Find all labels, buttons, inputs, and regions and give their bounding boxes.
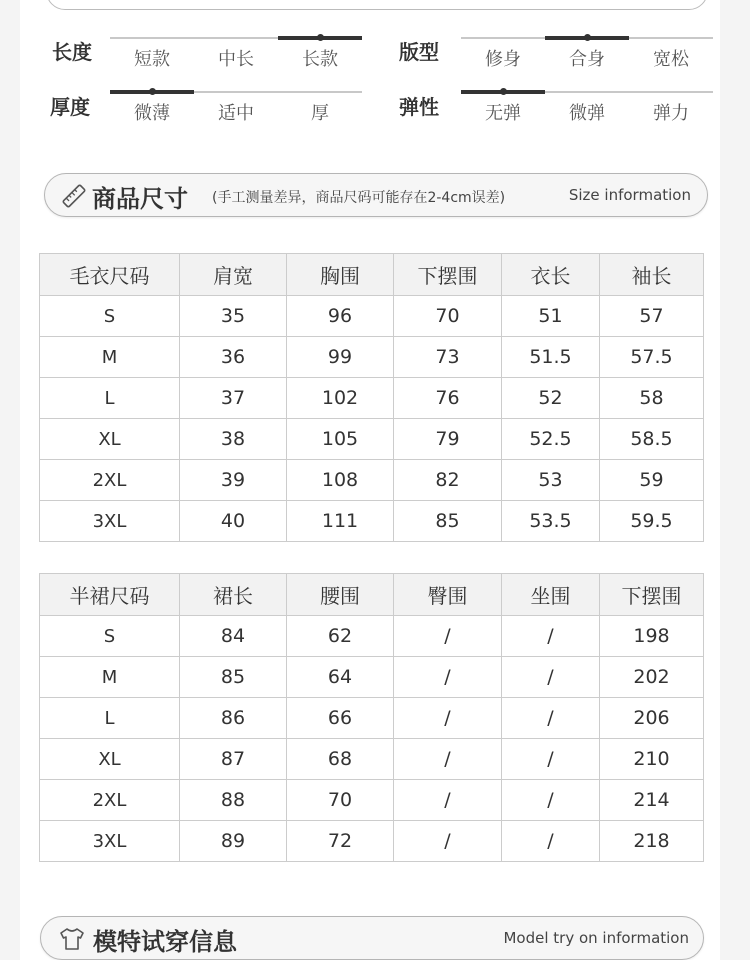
value-cell: 99	[287, 337, 394, 378]
scale-selected-dot	[584, 34, 591, 41]
value-cell: 52.5	[502, 419, 600, 460]
value-cell: 66	[287, 698, 394, 739]
value-cell: 210	[600, 739, 704, 780]
value-cell: /	[394, 739, 502, 780]
value-cell: 85	[180, 657, 287, 698]
table-row	[40, 739, 704, 780]
size-cell: XL	[40, 419, 180, 460]
value-cell: 105	[287, 419, 394, 460]
value-cell: 85	[394, 501, 502, 542]
value-cell: 57	[600, 296, 704, 337]
table-row	[40, 419, 704, 460]
value-cell: 86	[180, 698, 287, 739]
header-cell: 下摆围	[394, 254, 502, 296]
value-cell: 88	[180, 780, 287, 821]
value-cell: 51	[502, 296, 600, 337]
size-cell: M	[40, 657, 180, 698]
value-cell: 59	[600, 460, 704, 501]
value-cell: 59.5	[600, 501, 704, 542]
size-section-title: 商品尺寸	[92, 185, 188, 213]
value-cell: /	[502, 698, 600, 739]
value-cell: 87	[180, 739, 287, 780]
elasticity-label: 弹性	[399, 95, 439, 119]
value-cell: 214	[600, 780, 704, 821]
size-cell: M	[40, 337, 180, 378]
value-cell: 64	[287, 657, 394, 698]
value-cell: 62	[287, 616, 394, 657]
value-cell: /	[502, 780, 600, 821]
value-cell: /	[502, 657, 600, 698]
value-cell: 53.5	[502, 501, 600, 542]
scale-option: 适中	[218, 103, 254, 124]
size-cell: XL	[40, 739, 180, 780]
value-cell: 53	[502, 460, 600, 501]
table-row	[40, 616, 704, 657]
header-cell: 下摆围	[600, 574, 704, 616]
table-row	[40, 460, 704, 501]
table-row	[40, 378, 704, 419]
value-cell: /	[502, 821, 600, 862]
scale-option: 弹力	[653, 103, 689, 124]
skirt-size-table	[39, 573, 704, 862]
value-cell: /	[394, 657, 502, 698]
size-cell: S	[40, 296, 180, 337]
value-cell: /	[394, 616, 502, 657]
fit-label: 版型	[399, 40, 439, 64]
header-cell: 衣长	[502, 254, 600, 296]
value-cell: /	[394, 780, 502, 821]
size-cell: S	[40, 616, 180, 657]
scale-option: 修身	[485, 49, 521, 70]
value-cell: 52	[502, 378, 600, 419]
header-cell: 半裙尺码	[40, 574, 180, 616]
value-cell: 73	[394, 337, 502, 378]
value-cell: /	[502, 739, 600, 780]
header-cell: 胸围	[287, 254, 394, 296]
value-cell: 102	[287, 378, 394, 419]
table-row	[40, 337, 704, 378]
value-cell: 198	[600, 616, 704, 657]
scale-option: 长款	[302, 49, 338, 70]
scale-option: 宽松	[653, 49, 689, 70]
table-header-row	[40, 574, 704, 616]
header-cell: 裙长	[180, 574, 287, 616]
header-cell: 肩宽	[180, 254, 287, 296]
value-cell: 36	[180, 337, 287, 378]
scale-selected-dot	[149, 88, 156, 95]
size-cell: 3XL	[40, 821, 180, 862]
size-cell: 2XL	[40, 780, 180, 821]
scale-selected-dot	[500, 88, 507, 95]
value-cell: 58	[600, 378, 704, 419]
scale-option: 无弹	[485, 103, 521, 124]
value-cell: 58.5	[600, 419, 704, 460]
header-cell: 毛衣尺码	[40, 254, 180, 296]
table-row	[40, 780, 704, 821]
value-cell: 35	[180, 296, 287, 337]
value-cell: 82	[394, 460, 502, 501]
scale-option: 中长	[218, 49, 254, 70]
size-cell: L	[40, 378, 180, 419]
value-cell: 39	[180, 460, 287, 501]
scale-option: 合身	[569, 49, 605, 70]
value-cell: 57.5	[600, 337, 704, 378]
header-cell: 臀围	[394, 574, 502, 616]
table-row	[40, 296, 704, 337]
model-section-header	[40, 916, 704, 960]
value-cell: 89	[180, 821, 287, 862]
table-row	[40, 657, 704, 698]
scale-option: 微弹	[569, 103, 605, 124]
header-cell: 袖长	[600, 254, 704, 296]
value-cell: 202	[600, 657, 704, 698]
value-cell: 72	[287, 821, 394, 862]
scale-option: 厚	[311, 103, 329, 124]
value-cell: 111	[287, 501, 394, 542]
value-cell: 70	[287, 780, 394, 821]
ruler-icon	[61, 183, 87, 213]
scale-option: 微薄	[134, 103, 170, 124]
value-cell: 79	[394, 419, 502, 460]
model-section-en: Model try on information	[503, 929, 689, 947]
header-cell: 腰围	[287, 574, 394, 616]
header-cell: 坐围	[502, 574, 600, 616]
value-cell: 84	[180, 616, 287, 657]
sweater-size-table	[39, 253, 704, 542]
value-cell: 218	[600, 821, 704, 862]
size-section-header	[44, 173, 708, 217]
scale-option: 短款	[134, 49, 170, 70]
value-cell: 38	[180, 419, 287, 460]
thickness-label: 厚度	[50, 95, 90, 119]
table-row	[40, 821, 704, 862]
value-cell: 206	[600, 698, 704, 739]
table-row	[40, 698, 704, 739]
value-cell: /	[502, 616, 600, 657]
size-section-en: Size information	[568, 186, 691, 204]
shirt-icon	[59, 927, 85, 955]
value-cell: 51.5	[502, 337, 600, 378]
table-header-row	[40, 254, 704, 296]
value-cell: 96	[287, 296, 394, 337]
length-label: 长度	[52, 40, 92, 64]
value-cell: /	[394, 821, 502, 862]
model-section-title: 模特试穿信息	[93, 928, 237, 956]
value-cell: 108	[287, 460, 394, 501]
top-banner-cut	[46, 0, 708, 10]
value-cell: 37	[180, 378, 287, 419]
value-cell: 68	[287, 739, 394, 780]
scale-selected-dot	[317, 34, 324, 41]
size-cell: 3XL	[40, 501, 180, 542]
size-cell: L	[40, 698, 180, 739]
table-row	[40, 501, 704, 542]
size-cell: 2XL	[40, 460, 180, 501]
value-cell: 76	[394, 378, 502, 419]
value-cell: /	[394, 698, 502, 739]
size-section-note: (手工测量差异，商品尺码可能存在2-4cm误差)	[212, 190, 506, 206]
value-cell: 70	[394, 296, 502, 337]
value-cell: 40	[180, 501, 287, 542]
